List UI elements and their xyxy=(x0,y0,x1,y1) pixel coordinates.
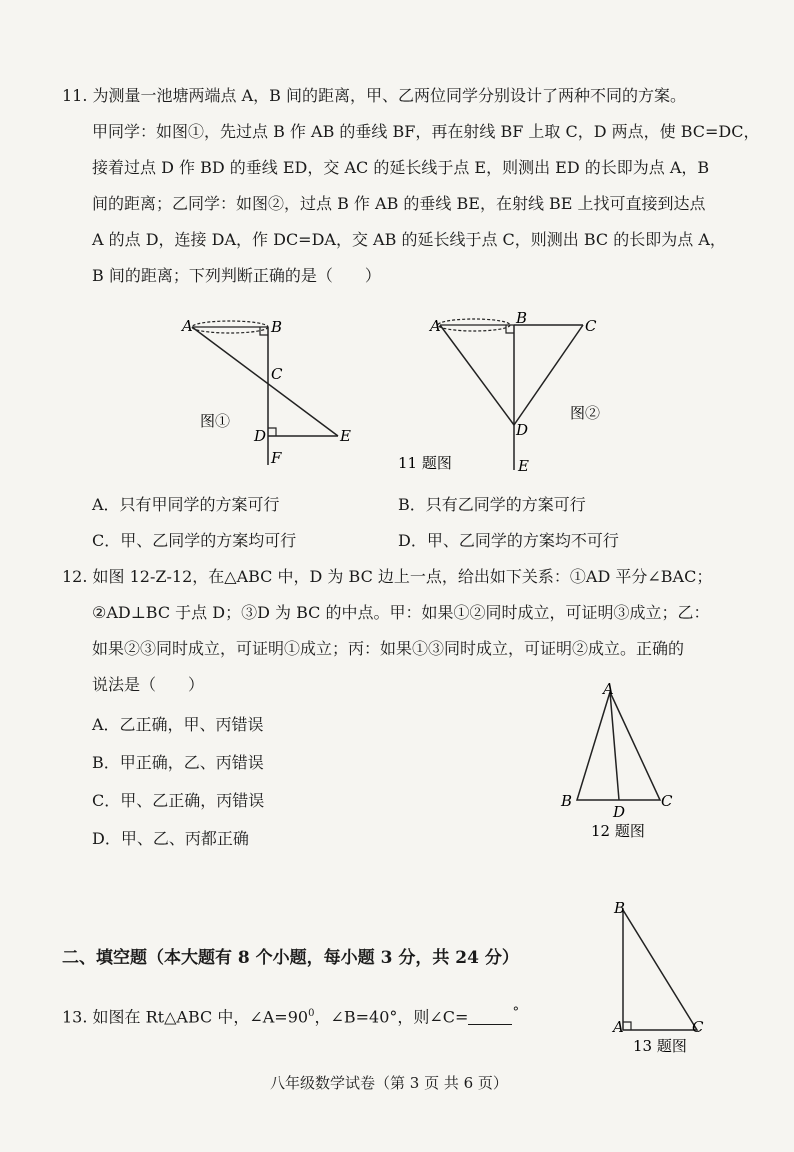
q11-figure-2 xyxy=(390,305,650,480)
q13-degree-sup: 0 xyxy=(308,1008,315,1019)
q12-line-2: ②AD⊥BC 于点 D；③D 为 BC 的中点。甲：如果①②同时成立，可证明③成立；乙： xyxy=(92,603,710,622)
q11-line-4: 间的距离；乙同学：如图②，过点 B 作 AB 的垂线 BE，在射线 BE 上找可直接到达点 xyxy=(92,194,706,213)
right-angle-a-13 xyxy=(623,1022,631,1030)
label-b: B xyxy=(271,318,283,336)
q11-option-c[interactable]: C．甲、乙同学的方案均可行 xyxy=(92,531,297,550)
q12-option-a[interactable]: A．乙正确，甲、丙错误 xyxy=(92,715,264,734)
q12-option-d[interactable]: D．甲、乙、丙都正确 xyxy=(92,829,249,848)
q13-text-mid: ，∠B=40°，则∠C= xyxy=(314,1007,469,1027)
label-c: C xyxy=(271,365,283,383)
q13-text-after: ° xyxy=(512,1005,520,1020)
q13-text-before: 13. 如图在 Rt△ABC 中，∠A=90 xyxy=(62,1007,309,1027)
label-a-12: A xyxy=(603,680,614,698)
q13-answer-blank[interactable] xyxy=(468,1008,512,1025)
q12-option-c[interactable]: C．甲、乙正确，丙错误 xyxy=(92,791,265,810)
q11-option-b[interactable]: B．只有乙同学的方案可行 xyxy=(398,495,586,514)
q12-option-b[interactable]: B．甲正确，乙、丙错误 xyxy=(92,753,264,772)
label-d-12: D xyxy=(613,803,626,821)
label-a-13: A xyxy=(613,1018,624,1036)
figure-1-caption: 图① xyxy=(200,412,231,430)
label-e: E xyxy=(340,427,351,445)
q11-line-6: B 间的距离；下列判断正确的是（ ） xyxy=(92,266,381,285)
q11-line-2: 甲同学：如图①，先过点 B 作 AB 的垂线 BF，再在射线 BF 上取 C，D 两点，使 BC=DC， xyxy=(92,122,760,141)
label-c-13: C xyxy=(692,1018,704,1036)
label-b-13: B xyxy=(614,899,626,917)
section-2-title: 二、填空题（本大题有 8 个小题，每小题 3 分，共 24 分） xyxy=(62,948,519,968)
q11-line-5: A 的点 D，连接 DA，作 DC=DA，交 AB 的延长线于点 C，则测出 BC 的长即为点 A， xyxy=(92,230,726,249)
label-c-12: C xyxy=(661,792,673,810)
label-e-2: E xyxy=(518,457,529,475)
q12-line-3: 如果②③同时成立，可证明①成立；丙：如果①③同时成立，可证明②成立。正确的 xyxy=(92,639,685,658)
right-angle-d xyxy=(268,428,276,436)
q12-figure xyxy=(555,680,685,845)
q11-option-a[interactable]: A．只有甲同学的方案可行 xyxy=(92,495,280,514)
q13-figure xyxy=(605,895,725,1060)
figure-2-caption: 图② xyxy=(570,404,601,422)
segment-ad-2 xyxy=(440,325,514,425)
q11-option-d[interactable]: D．甲、乙同学的方案均不可行 xyxy=(398,531,619,550)
label-a-2: A xyxy=(430,317,441,335)
label-a: A xyxy=(182,317,193,335)
label-c-2: C xyxy=(585,317,597,335)
q13-line xyxy=(62,1003,519,1027)
label-f: F xyxy=(271,449,282,467)
label-d: D xyxy=(254,427,267,445)
label-b-2: B xyxy=(516,309,528,327)
figure-11-title: 11 题图 xyxy=(398,454,452,472)
page-footer: 八年级数学试卷（第 3 页 共 6 页） xyxy=(270,1074,508,1092)
q12-line-4: 说法是（ ） xyxy=(92,675,205,694)
figure-13-caption: 13 题图 xyxy=(633,1037,687,1055)
q11-figure-1 xyxy=(180,305,360,475)
triangle-abc xyxy=(577,692,660,800)
triangle-abc-13 xyxy=(623,910,697,1030)
figure-12-caption: 12 题图 xyxy=(591,822,645,840)
q11-line-1: 11. 为测量一池塘两端点 A，B 间的距离，甲、乙两位同学分别设计了两种不同的方案。 xyxy=(62,86,687,105)
label-b-12: B xyxy=(561,792,573,810)
q12-line-1: 12. 如图 12-Z-12，在△ABC 中，D 为 BC 边上一点，给出如下关系：①AD 平分∠BAC； xyxy=(62,567,713,586)
label-d-2: D xyxy=(516,421,529,439)
q11-line-3: 接着过点 D 作 BD 的垂线 ED，交 AC 的延长线于点 E，则测出 ED 的长即为点 A，B xyxy=(92,158,710,177)
